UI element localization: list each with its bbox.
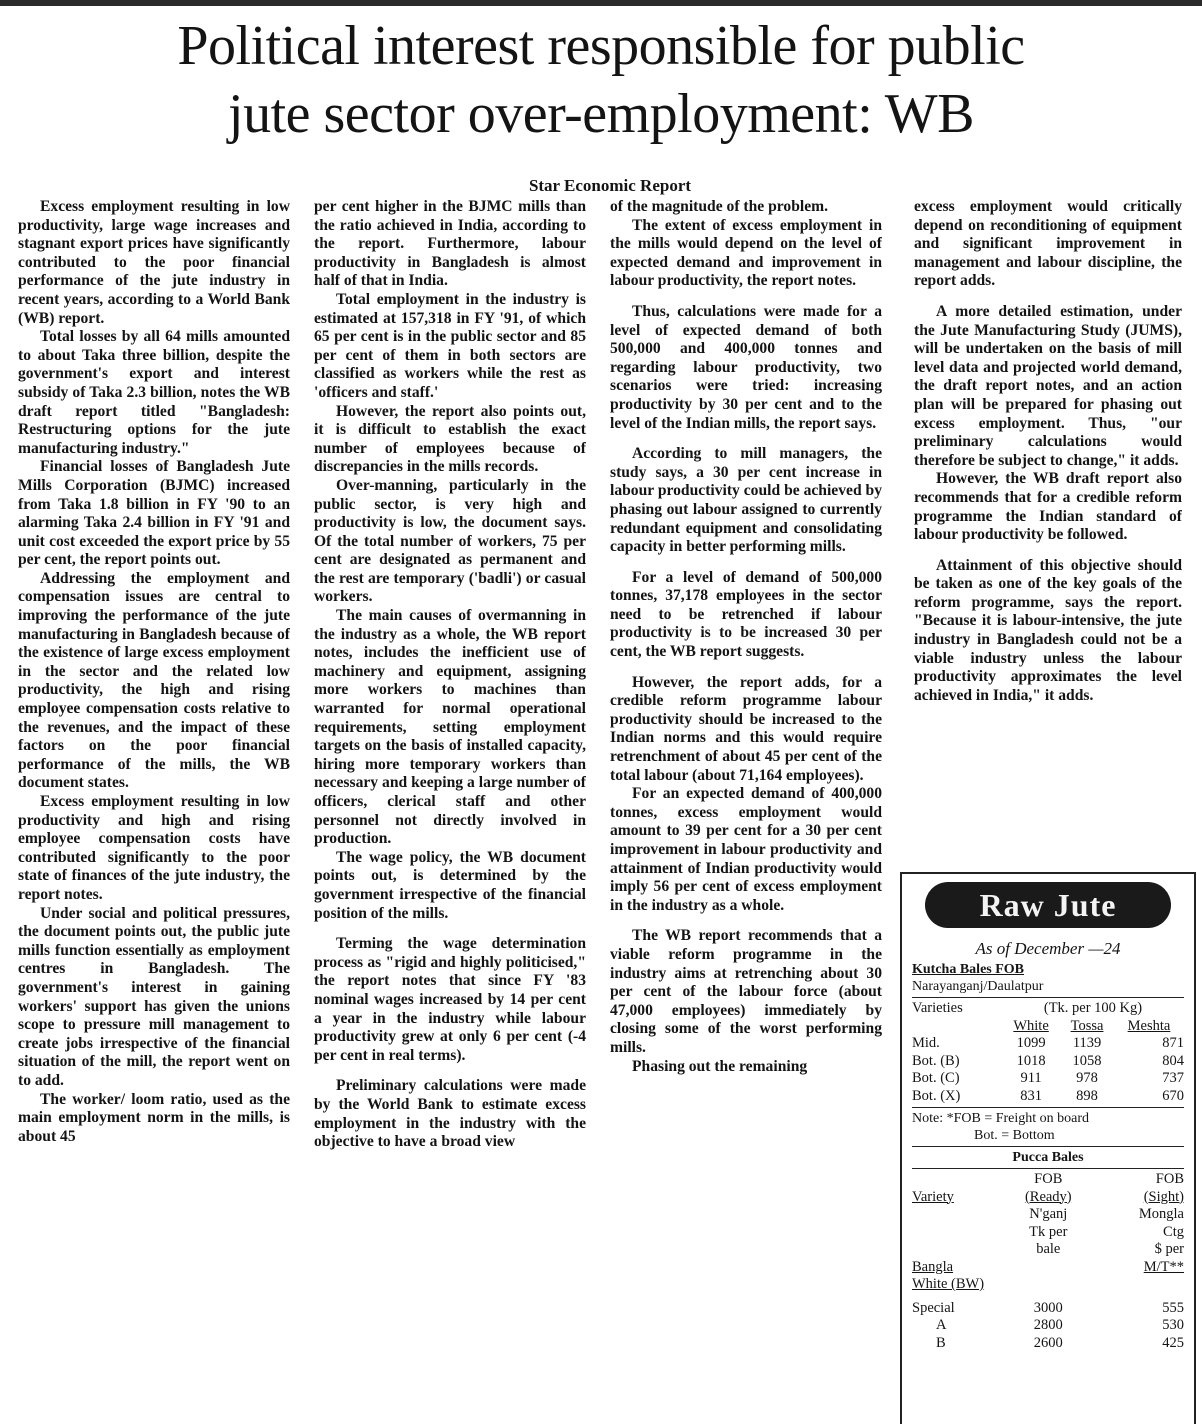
- paragraph: The wage policy, the WB document points out, is determined by the government irrespective of the financial position of the mills.: [314, 848, 586, 922]
- paragraph: Terming the wage determination process as "rigid and highly politicised," the report notes that since FY '83 nominal wages increased by 14 per cent a year in the industry while labour productivity grew at only 6 per cent (-4 per cent in real terms).: [314, 935, 586, 1064]
- column-header: Ctg: [1163, 1223, 1184, 1240]
- value-cell: 425: [1162, 1334, 1184, 1351]
- byline: Star Economic Report: [528, 176, 692, 195]
- value-cell: 555: [1162, 1299, 1184, 1316]
- top-rule: [0, 0, 1202, 6]
- paragraph: of the magnitude of the problem.: [610, 198, 829, 215]
- headline-line-1: Political interest responsible for public: [177, 15, 1025, 77]
- column-header: FOB: [1155, 1171, 1184, 1187]
- paragraph: According to mill managers, the study says, a 30 per cent increase in labour productivity could be achieved by phasing out labour assigned to currently redundant equipment and consolidating capacity in better performing mills.: [610, 445, 882, 556]
- variety-label: Variety: [912, 1188, 954, 1205]
- note-bottom: Bot. = Bottom: [974, 1128, 1055, 1143]
- divider: [912, 1168, 1184, 1169]
- pucca-section: [902, 1149, 1194, 1352]
- column-header: Tk per: [1029, 1223, 1068, 1240]
- value-cell: 871: [1162, 1035, 1184, 1051]
- table-row: [912, 1335, 1184, 1353]
- raw-jute-box: [900, 872, 1196, 1424]
- paragraph: excess employment would critically depend on reconditioning of equipment and significant improvement in management and labour discipline, the report adds.: [914, 198, 1182, 290]
- table-header-row: [912, 1241, 1184, 1259]
- column-header: (Ready): [1024, 1188, 1072, 1205]
- note-fob: Note: *FOB = Freight on board: [912, 1111, 1090, 1126]
- kutcha-section: [902, 961, 1194, 1147]
- column-header: N'ganj: [1029, 1206, 1068, 1222]
- paragraph: Over-manning, particularly in the public sector, is very high and productivity is low, the document says. Of the total number of workers, 75 per cent are designated as permanent and the rest are temporary ('badli') or casual workers.: [314, 476, 586, 606]
- bangla-label: White (BW): [912, 1276, 985, 1292]
- paragraph: Preliminary calculations were made by the World Bank to estimate excess employment in the industry with the objective to have a broad view: [314, 1077, 586, 1151]
- value-cell: 1099: [1016, 1035, 1046, 1051]
- value-cell: 804: [1162, 1052, 1184, 1069]
- article-column-1: [18, 198, 290, 1424]
- unit-label: (Tk. per 100 Kg): [1043, 1000, 1143, 1016]
- table-header-row: [912, 1000, 1184, 1018]
- table-header-row: [912, 1171, 1184, 1189]
- kutcha-table: [912, 1000, 1184, 1105]
- table-header-row: [912, 1224, 1184, 1242]
- table-row: [912, 1300, 1184, 1318]
- table-row: [912, 1035, 1184, 1053]
- value-cell: 530: [1162, 1317, 1184, 1333]
- column-header: Meshta: [1127, 1017, 1171, 1034]
- column-header: bale: [1036, 1241, 1061, 1257]
- table-header-row: [912, 1189, 1184, 1207]
- bangla-label: Bangla: [912, 1258, 954, 1275]
- paragraph: The extent of excess employment in the mills would depend on the level of expected demand and improvement in labour productivity, the report notes.: [610, 216, 882, 290]
- value-cell: 3000: [1033, 1299, 1063, 1316]
- grade-cell: B: [936, 1334, 946, 1351]
- column-header: Tossa: [1070, 1017, 1104, 1034]
- paragraph: The worker/ loom ratio, used as the main employment norm in the mills, is about 45: [18, 1090, 290, 1145]
- paragraph: Attainment of this objective should be taken as one of the key goals of the reform programme, says the report. "Because it is labour-intensive, the jute industry in Bangladesh could not be a viable industry unless the labour productivity approximates the level achieved in India," it adds.: [914, 556, 1182, 704]
- raw-jute-banner: Raw Jute: [925, 882, 1171, 928]
- paragraph: Excess employment resulting in low productivity and high and rising employee compensation costs have contributed significantly to the poor state of finances of the jute industry, the report notes.: [18, 793, 290, 903]
- paragraph: However, the report also points out, it is difficult to establish the exact number of employees because of discrepancies in the mills records.: [314, 402, 586, 476]
- paragraph: Phasing out the remaining: [632, 1057, 808, 1075]
- grade-cell: Mid.: [912, 1035, 940, 1051]
- paragraph: Excess employment resulting in low productivity, large wage increases and stagnant export prices have significantly contributed to the poor financial performance of the jute industry in recent years, according to a World Bank (WB) report.: [18, 198, 290, 327]
- article-column-4: [914, 198, 1182, 858]
- value-cell: 2600: [1033, 1334, 1063, 1351]
- kutcha-heading: Kutcha Bales FOB: [912, 962, 1025, 977]
- paragraph: For an expected demand of 400,000 tonnes, excess employment would amount to 39 per cent for a 30 per cent improvement in labour productivity and attainment of Indian productivity would imply 56 per cent of excess employment in the industry as a whole.: [610, 785, 882, 914]
- column-header: Mongla: [1138, 1206, 1184, 1222]
- divider: [912, 1146, 1184, 1147]
- article-column-2: [314, 198, 586, 1424]
- paragraph: However, the WB draft report also recommends that for a credible reform programme the Indian standard of labour productivity be followed.: [914, 470, 1182, 544]
- table-row: [912, 1053, 1184, 1071]
- paragraph: Under social and political pressures, the document points out, the public jute mills function essentially as employment centres in Bangladesh. The government's interest in gaining workers' support has given the unions scope to pressure mill management to create jobs irrespective of the financial situation of the mill, the report went on to add.: [18, 904, 290, 1089]
- column-header: (Sight): [1143, 1188, 1184, 1205]
- paragraph: Financial losses of Bangladesh Jute Mills Corporation (BJMC) increased from Taka 1.8 billion in FY '90 to an alarming Taka 2.4 billion in FY '91 and unit cost exceeded the export price by 55 per cent, the report points out.: [18, 458, 290, 569]
- grade-cell: Special: [912, 1299, 955, 1316]
- table-row: [912, 1088, 1184, 1106]
- paragraph: However, the report adds, for a credible reform programme labour productivity should be increased to the Indian norms and this would require retrenchment of about 45 per cent of the total labour (about 71,164 employees).: [610, 673, 882, 784]
- headline: [20, 12, 1182, 148]
- grade-cell: Bot. (B): [912, 1052, 960, 1069]
- value-cell: 737: [1162, 1070, 1184, 1086]
- value-cell: 1018: [1016, 1052, 1046, 1069]
- value-cell: 978: [1076, 1070, 1098, 1086]
- column-header: M/T**: [1143, 1258, 1184, 1275]
- paragraph: Total employment in the industry is estimated at 157,318 in FY '91, of which 65 per cent is in the public sector and 85 per cent of them in both sectors are classified as workers while the rest as 'officers and staff.': [314, 290, 586, 401]
- headline-line-2: jute sector over-employment: WB: [228, 83, 974, 145]
- paragraph: A more detailed estimation, under the Jute Manufacturing Study (JUMS), will be undertaken on the basis of mill level data and projected world demand, the draft report notes, and an action plan will be prepared for phasing out excess employment. Thus, "our preliminary calculations would therefore be subject to change," it adds.: [914, 302, 1182, 469]
- article-column-3: [610, 198, 882, 1424]
- value-cell: 2800: [1033, 1317, 1063, 1333]
- paragraph: per cent higher in the BJMC mills than the ratio achieved in India, according to the report. Furthermore, labour productivity in Bangladesh is almost half of that in India.: [314, 198, 586, 290]
- divider: [912, 997, 1184, 998]
- value-cell: 670: [1162, 1087, 1184, 1104]
- value-cell: 1058: [1072, 1052, 1102, 1069]
- grade-cell: A: [936, 1317, 947, 1333]
- paragraph: Total losses by all 64 mills amounted to about Taka three billion, despite the government's export and interest subsidy of Taka 2.3 billion, notes the WB draft report titled "Bangladesh: Restructuring options for the jute manufacturing industry.": [18, 328, 290, 457]
- value-cell: 911: [1020, 1070, 1042, 1086]
- paragraph: Thus, calculations were made for a level of expected demand of both 500,000 and 400,000 tonnes and regarding labour productivity, two scenarios were tried: increasing productivity by 30 per cent and to the level of the Indian mills, the report says.: [610, 302, 882, 432]
- table-header-row: [912, 1018, 1184, 1036]
- value-cell: 831: [1020, 1087, 1042, 1104]
- varieties-label: Varieties: [912, 1000, 963, 1016]
- column-header: White: [1013, 1017, 1049, 1034]
- grade-cell: Bot. (C): [912, 1070, 960, 1086]
- pucca-heading: Pucca Bales: [1012, 1150, 1084, 1165]
- table-header-row: [912, 1206, 1184, 1224]
- as-of-date: As of December —24: [975, 939, 1121, 958]
- pucca-table: [912, 1171, 1184, 1352]
- paragraph: The WB report recommends that a viable reform programme in the industry aims at retrenching about 30 per cent of the labour force (about 47,000 employees) immediately by closing some of the worst performing mills.: [610, 927, 882, 1056]
- paragraph: Addressing the employment and compensation issues are central to improving the performance of the jute manufacturing in Bangladesh because of the existence of large excess employment in the sector and the related low productivity, the high and rising employee compensation costs relative to the revenues, and the impact of these factors on the poor financial performance of the mills, the WB document states.: [18, 569, 290, 792]
- table-header-row: [912, 1276, 1184, 1294]
- value-cell: 1139: [1072, 1035, 1102, 1051]
- grade-cell: Bot. (X): [912, 1087, 961, 1104]
- kutcha-location: Narayanganj/Daulatpur: [912, 979, 1044, 994]
- value-cell: 898: [1076, 1087, 1098, 1104]
- column-header: FOB: [1034, 1171, 1063, 1187]
- paragraph: For a level of demand of 500,000 tonnes, 37,178 employees in the sector need to be retrenched if labour productivity is to be increased 30 per cent, the WB report suggests.: [610, 568, 882, 661]
- paragraph: The main causes of overmanning in the industry as a whole, the WB report notes, includes the inefficient use of machinery and equipment, assigning more workers to machines than warranted for normal operational requirements, setting employment targets on the basis of installed capacity, hiring more temporary workers than necessary and keeping a large number of officers, clerical staff and other personnel not directly involved in production.: [314, 607, 586, 848]
- table-row: [912, 1070, 1184, 1088]
- divider: [912, 1107, 1184, 1108]
- column-header: $ per: [1154, 1241, 1184, 1257]
- table-header-row: [912, 1259, 1184, 1277]
- table-row: [912, 1317, 1184, 1335]
